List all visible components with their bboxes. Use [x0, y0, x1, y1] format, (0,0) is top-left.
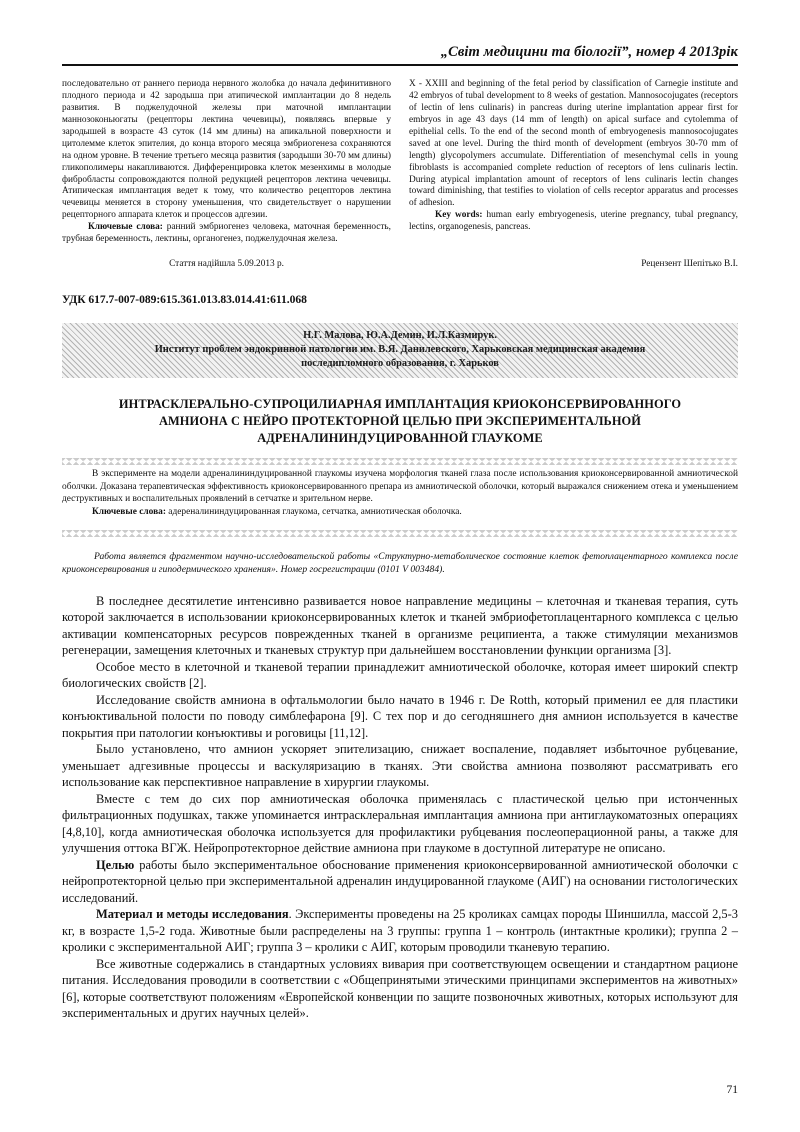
article-body: [62, 593, 738, 1022]
body-paragraph-1: В последнее десятилетие интенсивно развивается новое направление медицины – клеточная и тканевая терапия, суть которой заключается в использовании криоконсервированных клеток и тканей эмбриофетоплацентарного комплекса с целью активации компенсаторных ресурсов поврежденных тканей в организме реципиента, а также стимуляции механизмов регенерации, замещения клеточных и тканевых структур при дальнейшем восстановлении функции организма [3].: [62, 593, 738, 658]
article-abstract-text: В эксперименте на модели адреналининдуцированной глаукомы изучена морфология тканей глаза после использования криоконсервированной амниотической оболчки. Доказана терапевтическая эффективность криоконсервированного препара из амниотической оболочки, который выражался снижением отека и уменьшением деструктивных и воспалительных проявлений в сетчатке и зрительном нерве.: [62, 469, 738, 505]
previous-abstract-ru-text: последовательно от раннего периода нервного жолобка до начала дефинитивного плодного периода и 42 зародыша при атипической имплантации до 8 недель развития. В поджелудочной железы при маточной имплантации маннозоконьюгаты (рецепторы лектина чечевицы), появляясь впервые у зародышей в возрасте 43 суток (14 мм длины) на апикальной поверхности и цитолемме клеток эпителия, до конца второго месяца эмбриогенеза сохраняются на одном уровне. В течение третьего месяца развития (зародыши 30-70 мм длины) гликополимеры накапливаются. Дифференцировка клеток мезенхимы в молодые фибробласты сопровождаются полной редукцией рецепторов лектина чечевицы. Атипическая имплантация ведет к тому, что количество рецепторов лектина чечевицы меняется в сторону уменьшения, что свидетельствует о нарушении рецепторного аппарата клеток и процессов адгезии.: [62, 79, 391, 221]
affiliation-line-2: последипломного образования, г. Харьков: [301, 358, 499, 370]
previous-keywords-ru: [62, 222, 391, 246]
article-title-line-3: АДРЕНАЛИНИНДУЦИРОВАННОЙ ГЛАУКОМЕ: [257, 431, 543, 446]
authors-banner: [62, 323, 738, 378]
body-paragraph-6: [62, 857, 738, 907]
article-title: [62, 396, 738, 447]
article-keywords: [62, 506, 738, 519]
journal-title: „Світ медицини та біології”, номер 4 2013рік: [440, 44, 738, 60]
previous-keywords-en-label: Key words:: [435, 210, 483, 221]
article-abstract: [62, 468, 738, 518]
page-number: 71: [726, 1084, 738, 1096]
body-paragraph-8: Все животные содержались в стандартных условиях вивария при соответствующем освещении и стандартном рационе питания. Исследования проводили в соответствии с «Общепринятыми этическими принципами экспериментов на животных» [6], которые соответствуют положениям «Европейской конвенции по защите позвоночных животных, которых используют для экспериментальных и других научных целей».: [62, 956, 738, 1021]
body-paragraph-5: Вместе с тем до сих пор амниотическая оболочка применялась с пластической целью при истонченных фильтрационных подушках, также упоминается интрасклеральная имплантация амниона при антиглаукоматозных операциях [4,8,10], когда амниотическая оболочка используется для профилактики рубцевания послеоперационной раны, а также для улучшения оттока ВГЖ. Нейропротекторное действие амниона при глаукоме в доступной литературе не описано.: [62, 791, 738, 856]
reviewer-name: Рецензент Шепітько В.I.: [641, 259, 738, 270]
article-keywords-label: Ключевые слова:: [92, 507, 166, 517]
article-title-line-1: ИНТРАСКЛЕРАЛЬНО-СУПРОЦИЛИАРНАЯ ИМПЛАНТАЦИЯ КРИОКОНСЕРВИРОВАННОГО: [118, 397, 682, 412]
previous-keywords-ru-text: ранний эмбриогенез человека, маточная беременность, трубная беременность, лектины, органогенез, поджелудочная железа.: [62, 222, 391, 245]
body-paragraph-6-label: Целью: [96, 857, 135, 872]
body-paragraph-6-text: работы было экспериментальное обоснование применения криоконсервированной амниотической оболочки с нейропротекторной целью при экспериментальной адреналин индуцированной глаукоме (АИГ) на основании гистологических исследований.: [62, 857, 738, 905]
previous-article-footnotes: [62, 259, 738, 269]
article-title-line-2: АМНИОНА С НЕЙРО ПРОТЕКТОРНОЙ ЦЕЛЬЮ ПРИ ЭКСПЕРИМЕНТАЛЬНОЙ: [158, 414, 642, 429]
authors-list: Н.Г. Малова, Ю.А.Демин, И.Л.Казмирук.: [303, 330, 497, 342]
body-paragraph-7-text: . Эксперименты проведены на 25 кроликах самцах породы Шиншилла, массой 2,5-3 кг, в возрасте 1,5-2 года. Животные были распределены на 3 группы: группа 1 – контроль (интактные кролики); группа 2 – кролики с экспериментальной АИГ; группа 3 – кролики с АИГ, которым проводили тканевую терапию.: [62, 907, 738, 955]
previous-keywords-en-text: human early embryogenesis, uterine pregnancy, tubal pregnancy, lectins, organogenesis, pancreas.: [409, 210, 738, 233]
udc-code: УДК 617.7-007-089:615.361.013.83.014.41:611.068: [62, 293, 307, 307]
header-rule: [62, 64, 738, 66]
article-keywords-text: адереналининдуцированная глаукома, сетчатка, амниотическая оболочка.: [165, 507, 462, 517]
body-paragraph-4: Было установлено, что амнион ускоряет эпителизацию, снижает воспаление, подавляет избыточное рубцевание, уменьшает адгезивные процессы и васкуляризацию в тканях. Эти свойства амниона позволяют рассматривать его использование как перспективное направление в хирургии глаукомы.: [62, 742, 738, 790]
funding-note: [62, 550, 738, 577]
previous-abstract-en-text: X - XXIII and beginning of the fetal period by classification of Carnegie institute and 42 embryos of tubal development to 8 weeks of gestation. Mannosocojugates (receptors of lectin of lens culinaris) in pancreas during uterine implantation appear first for embryos in age 43 days (14 mm of length) on apical surface and cytolemma of epithelial cells. To the end of the second month of embryogenesis mannosocojugates saved at one level. During the third month of development (embryos 30-70 mm of length) glycopolymers accumulate. Differentiation of mesenchymal cells in young fibroblasts is accompanied complete reduction of receptors of lens culinaris lectin. During atypical implantation amount of receptors of lens culinaris lectin changes toward diminishing, that testifies to violation of cells receptor apparatus and processes of adhesion.: [409, 79, 738, 209]
previous-abstract-english: [409, 79, 738, 246]
zigzag-separator-top: [62, 458, 738, 465]
previous-abstract-russian: [62, 79, 391, 246]
body-paragraph-7: [62, 906, 738, 956]
previous-keywords-ru-label: Ключевые слова:: [88, 222, 163, 233]
body-paragraph-2: Особое место в клеточной и тканевой терапии принадлежит амниотической оболочке, которая имеет широкий спектр биологических свойств [2].: [62, 659, 738, 691]
running-header: [62, 0, 738, 66]
funding-note-text: Работа является фрагментом научно-исследовательской работы «Структурно-метаболическое состояние клеток фетоплацентарного комплекса после криоконсервирования и гиподермического хранения». Номер госрегистрации (0101 V 003484).: [62, 550, 738, 576]
body-paragraph-7-label: Материал и методы исследования: [96, 907, 289, 922]
previous-article-abstracts: [62, 79, 738, 246]
affiliation-line-1: Институт проблем эндокринной патологии им. В.Я. Данилевского, Харьковская медицинская академия: [154, 344, 646, 356]
body-paragraph-3: Исследование свойств амниона в офтальмологии было начато в 1946 г. De Rotth, который применил ее для пластики конъюктивальной полости по поводу симблефарона [9]. С тех пор и до сегодняшнего дня амнион используется в качестве покрытия при патологии конъюктивы и роговицы [11,12].: [62, 692, 738, 740]
zigzag-separator-bottom: [62, 530, 738, 537]
submission-date: Стаття надійшла 5.09.2013 р.: [169, 259, 284, 270]
previous-keywords-en: [409, 210, 738, 234]
